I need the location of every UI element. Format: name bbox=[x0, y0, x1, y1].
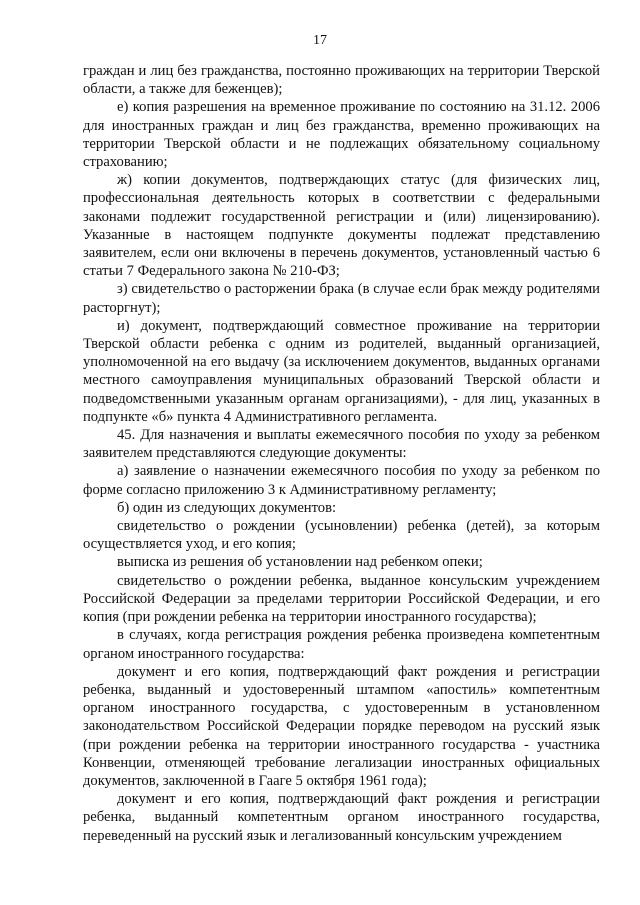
paragraph: документ и его копия, подтверждающий факт рождения и регистрации ребенка, выданный компетентным органом иностранного государства, переведенный на русский язык и легализованный консульским учреждением bbox=[83, 791, 600, 844]
page-number: 17 bbox=[313, 33, 327, 48]
paragraph: и) документ, подтверждающий совместное проживание на территории Тверской области ребенка с одним из родителей, выданный организацией, уполномоченной на его выдачу (за исключением документов, выданных органами местного самоуправления муниципальных образований Тверской области и подведомственными указанным органам организациями), - для лиц, указанных в подпункте «б» пункта 4 Административного регламента. bbox=[83, 317, 600, 425]
paragraph: свидетельство о рождении ребенка, выданное консульским учреждением Российской Федерации за пределами территории Российской Федерации, и его копия (при рождении ребенка на территории иностранного государства); bbox=[83, 572, 600, 626]
paragraph: а) заявление о назначении ежемесячного пособия по уходу за ребенком по форме согласно приложению 3 к Административному регламенту; bbox=[83, 463, 600, 498]
paragraph: документ и его копия, подтверждающий факт рождения и регистрации ребенка, выданный и удостоверенный штампом «апостиль» компетентным органом иностранного государства, с удостоверенным в установленном законодательством Российской Федерации порядке переводом на русский язык (при рождении ребенка на территории иностранного государства - участника Конвенции, отменяющей требование легализации иностранных официальных документов, заключенной в Гааге 5 октября 1961 года); bbox=[83, 663, 600, 789]
document-body bbox=[83, 62, 600, 845]
paragraph: б) один из следующих документов: bbox=[117, 499, 337, 516]
paragraph: граждан и лиц без гражданства, постоянно проживающих на территории Тверской области, а также для беженцев); bbox=[83, 63, 600, 98]
paragraph: в случаях, когда регистрация рождения ребенка произведена компетентным органом иностранного государства: bbox=[83, 627, 600, 662]
paragraph: выписка из решения об установлении над ребенком опеки; bbox=[117, 554, 483, 571]
paragraph: е) копия разрешения на временное проживание по состоянию на 31.12. 2006 для иностранных граждан и лиц без гражданства, временно проживающих на территории Тверской области и не подлежащих обязательному социальному страхованию; bbox=[83, 99, 600, 171]
paragraph: з) свидетельство о расторжении брака (в случае если брак между родителями расторгнут); bbox=[83, 281, 600, 316]
paragraph: ж) копии документов, подтверждающих статус (для физических лиц, профессиональная деятельность которых в соответствии с федеральными законами подлежит государственной регистрации и (или) лицензированию). Указанные в настоящем подпункте документы подлежат представлению заявителем, если они включены в перечень документов, установленный частью 6 статьи 7 Федерального закона № 210-ФЗ; bbox=[83, 172, 600, 280]
paragraph: 45. Для назначения и выплаты ежемесячного пособия по уходу за ребенком заявителем представляются следующие документы: bbox=[83, 427, 600, 462]
paragraph: свидетельство о рождении (усыновлении) ребенка (детей), за которым осуществляется уход, и его копия; bbox=[83, 518, 600, 553]
